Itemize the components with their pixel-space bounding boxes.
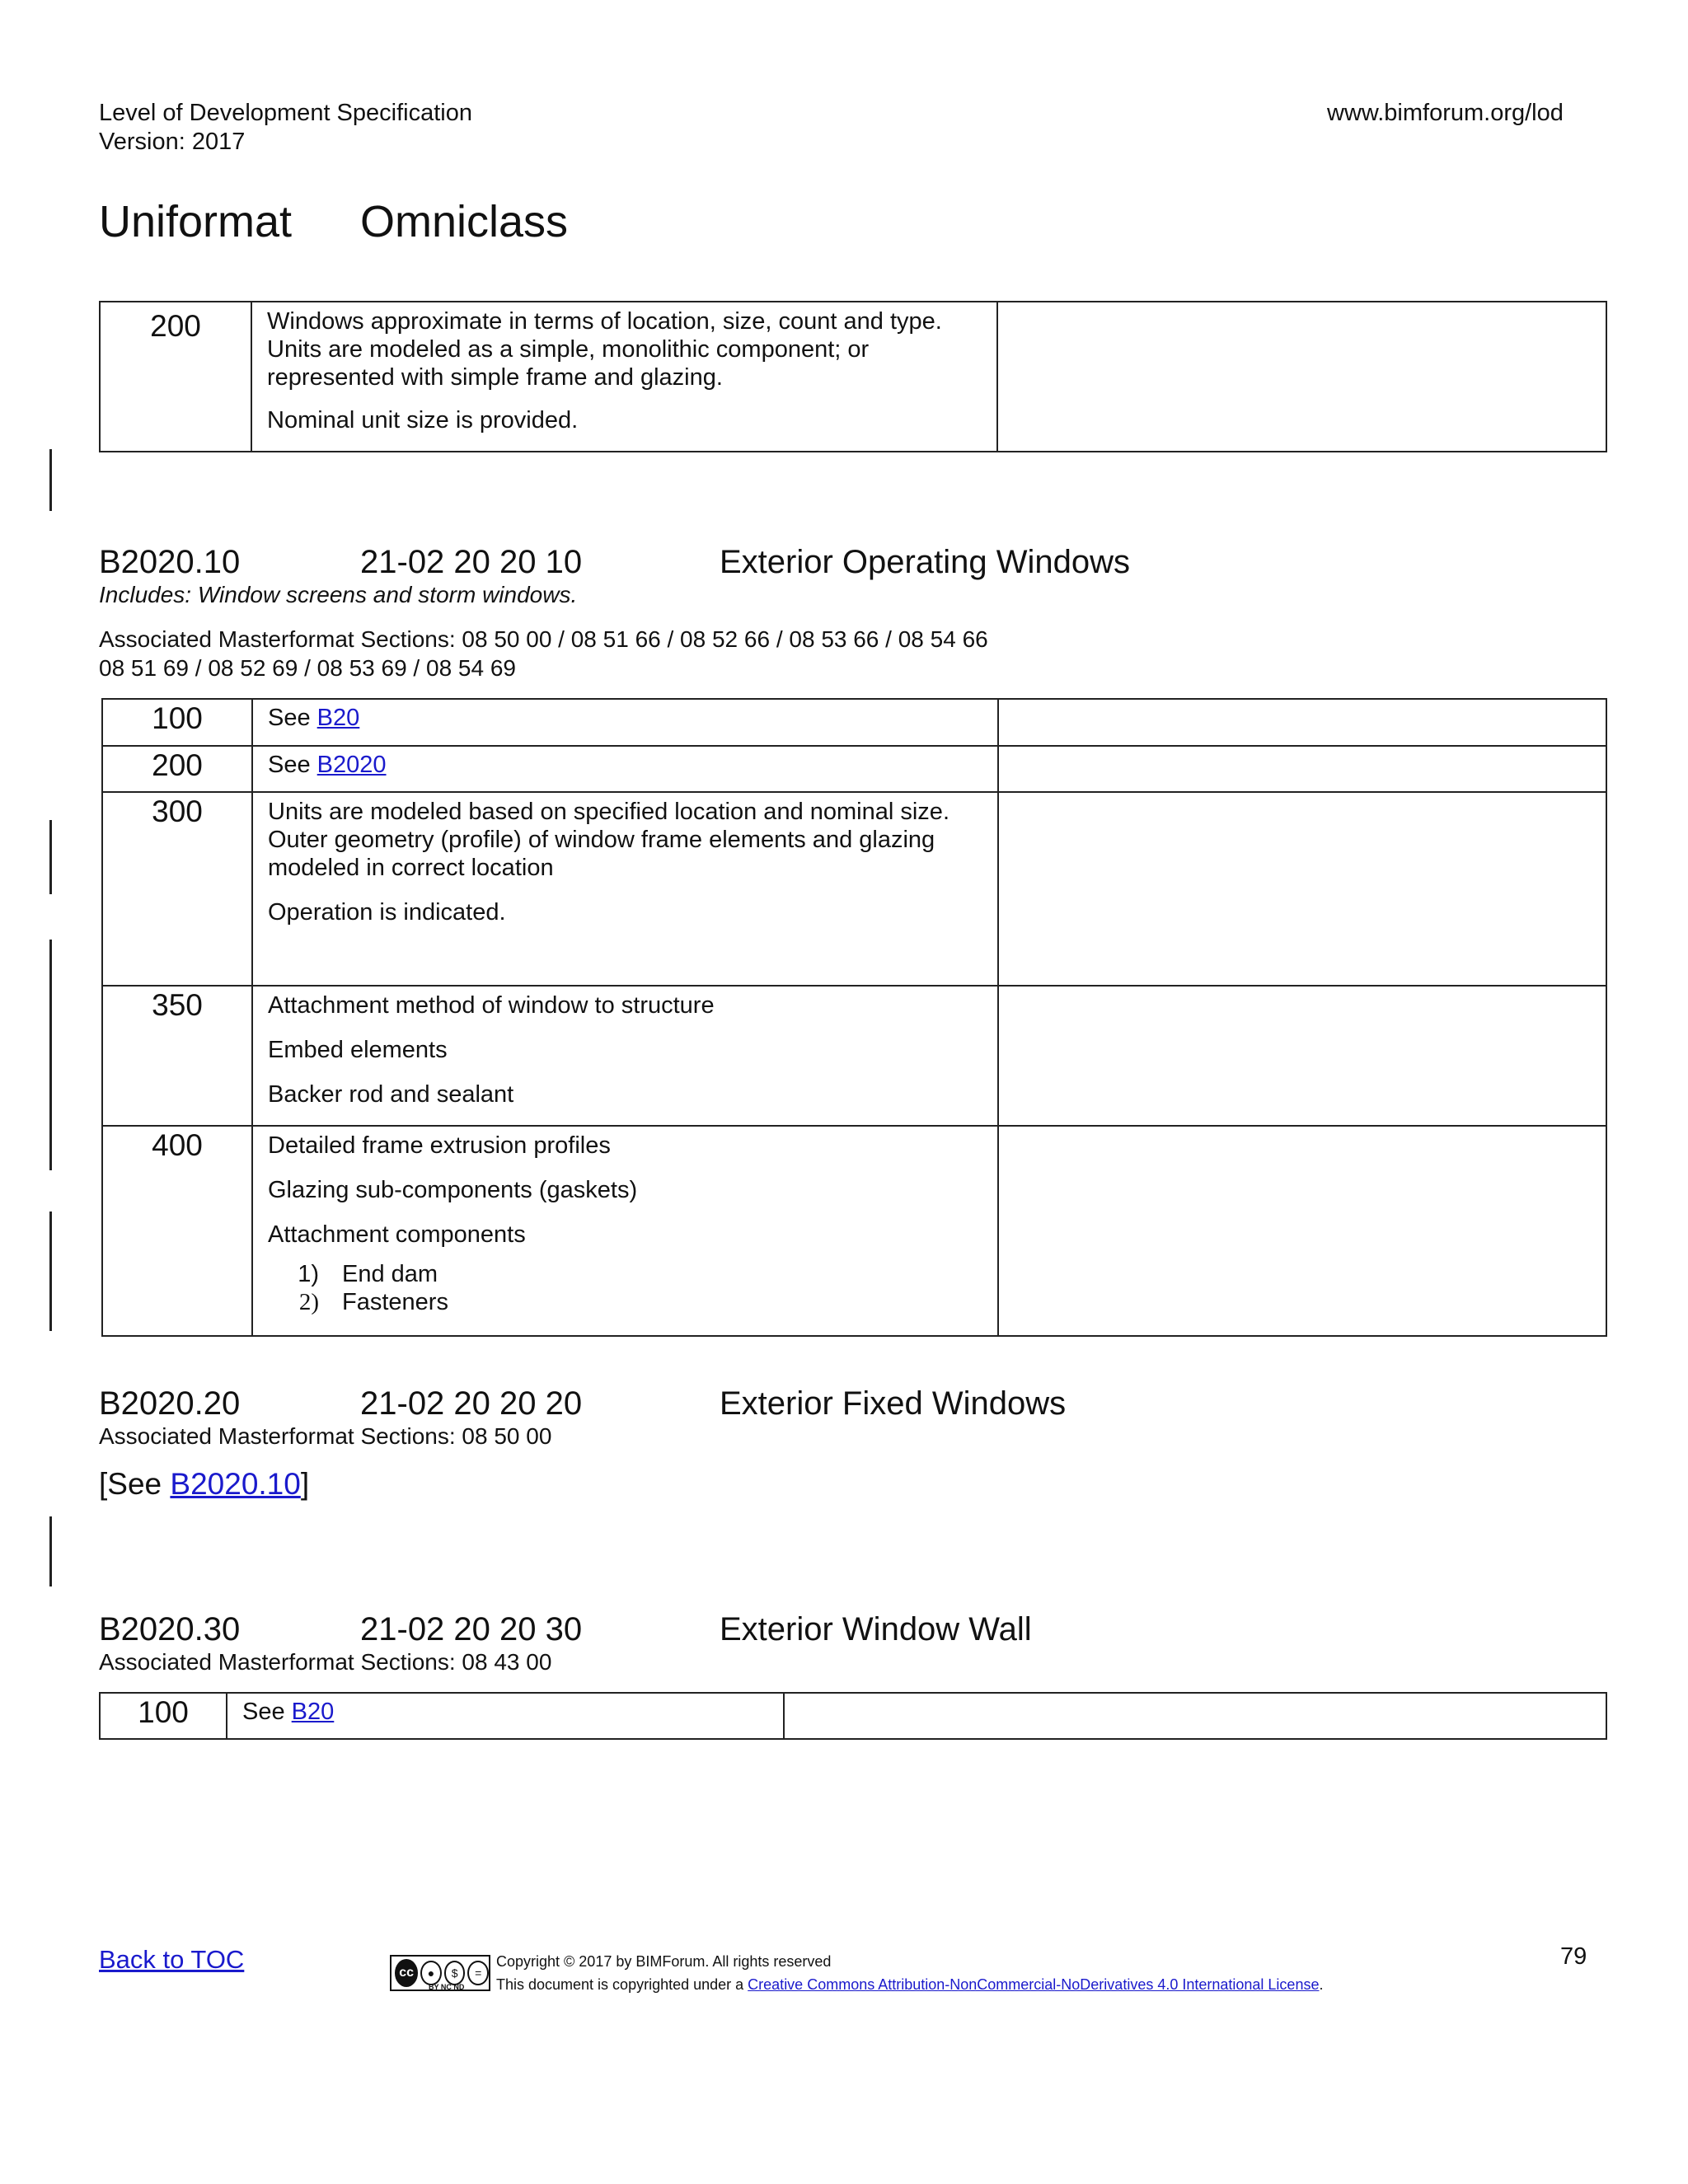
lod-notes-cell (998, 699, 1606, 746)
lod-description (227, 1693, 784, 1739)
lod-notes-cell (998, 1126, 1606, 1336)
lod-description (252, 1126, 998, 1336)
list-number: 1) (298, 1261, 319, 1287)
table-row (102, 1126, 1606, 1336)
description-line: Attachment components (268, 1221, 526, 1248)
description-line: Windows approximate in terms of location, size, count and type. Units are modeled as a simple, monolithic component; or represented with simple frame and glazing. (267, 308, 942, 391)
lod-description (251, 302, 997, 452)
description-line: Detailed frame extrusion profiles (268, 1132, 611, 1159)
cc-badge-labels: BY NC ND (429, 1983, 465, 1991)
attribution-icon: ● (420, 1961, 442, 1985)
see-close: ] (300, 1467, 310, 1501)
list-number: 2) (298, 1289, 319, 1315)
lod-description (252, 699, 998, 746)
page-number: 79 (1560, 1943, 1587, 1970)
back-to-toc-link[interactable]: Back to TOC (99, 1945, 245, 1974)
noncommercial-icon: $ (444, 1961, 466, 1985)
column-omniclass-heading: Omniclass (360, 197, 569, 246)
lod-level: 200 (100, 302, 251, 452)
description-line: Operation is indicated. (268, 899, 506, 926)
list-item (268, 1260, 984, 1288)
table-row (102, 746, 1606, 792)
section-code: B2020.30 (99, 1611, 241, 1647)
change-bar (49, 940, 52, 1170)
section-omniclass: 21-02 20 20 10 (360, 544, 583, 580)
column-uniformat-heading: Uniformat (99, 197, 293, 246)
section-omniclass: 21-02 20 20 20 (360, 1385, 583, 1422)
change-bar (49, 1516, 52, 1586)
description-line: Backer rod and sealant (268, 1081, 514, 1108)
lod-description (252, 986, 998, 1126)
section-title: Exterior Operating Windows (720, 544, 1130, 580)
see-open: [See (99, 1467, 171, 1501)
link-b20[interactable]: B20 (316, 705, 360, 731)
cc-icon: cc (395, 1959, 418, 1987)
lod-table-b2020-30 (99, 1692, 1607, 1740)
section-code: B2020.10 (99, 544, 241, 580)
see-prefix: See (242, 1699, 292, 1725)
description-line: Embed elements (268, 1037, 448, 1063)
description-line: Units are modeled based on specified location and nominal size. Outer geometry (profile) of window frame elements and glazing modeled in correct location (268, 799, 950, 881)
table-row (100, 1693, 1606, 1739)
license-notice (496, 1973, 1323, 1996)
masterformat-sections-cont: 08 51 69 / 08 52 69 / 08 53 69 / 08 54 69 (99, 655, 516, 681)
see-reference (99, 1467, 309, 1502)
list-item (268, 1288, 984, 1316)
lod-level: 300 (102, 792, 252, 986)
change-bar (49, 1212, 52, 1331)
section-code: B2020.20 (99, 1385, 241, 1422)
copyright-notice: Copyright © 2017 by BIMForum. All rights reserved (496, 1953, 832, 1970)
link-b2020[interactable]: B2020 (316, 752, 387, 778)
lod-level: 400 (102, 1126, 252, 1336)
document-title: Level of Development Specification (99, 100, 472, 126)
description-line: Glazing sub-components (gaskets) (268, 1177, 638, 1203)
lod-notes-cell (998, 792, 1606, 986)
section-title: Exterior Window Wall (720, 1611, 1032, 1647)
noderivatives-icon: = (467, 1961, 489, 1985)
link-b2020-10[interactable]: B2020.10 (170, 1467, 301, 1501)
table-row (102, 792, 1606, 986)
see-prefix: See (268, 705, 317, 731)
lod-notes-cell (784, 1693, 1606, 1739)
description-line: Nominal unit size is provided. (267, 407, 579, 434)
table-row (102, 699, 1606, 746)
table-row (102, 986, 1606, 1126)
change-bar (49, 449, 52, 511)
lod-level: 100 (102, 699, 252, 746)
license-link[interactable]: Creative Commons Attribution-NonCommercial-NoDerivatives 4.0 International License (748, 1976, 1320, 1993)
lod-table-b2020-10 (101, 698, 1607, 1337)
license-prefix: This document is copyrighted under a (496, 1976, 748, 1993)
list-text: End dam (342, 1261, 438, 1287)
lod-description (252, 792, 998, 986)
license-suffix: . (1319, 1976, 1324, 1993)
table-row (100, 302, 1606, 452)
document-version: Version: 2017 (99, 129, 246, 155)
lod-table-continued (99, 301, 1607, 452)
section-includes: Includes: Window screens and storm windows. (99, 582, 578, 607)
lod-level: 100 (100, 1693, 227, 1739)
lod-description (252, 746, 998, 792)
section-omniclass: 21-02 20 20 30 (360, 1611, 583, 1647)
link-b20[interactable]: B20 (291, 1699, 335, 1725)
see-prefix: See (268, 752, 317, 778)
lod-level: 350 (102, 986, 252, 1126)
lod-notes-cell (997, 302, 1606, 452)
masterformat-sections: Associated Masterformat Sections: 08 50 00 (99, 1423, 552, 1449)
masterformat-sections: Associated Masterformat Sections: 08 43 00 (99, 1649, 552, 1675)
change-bar (49, 820, 52, 894)
masterformat-sections: Associated Masterformat Sections: 08 50 00 / 08 51 66 / 08 52 66 / 08 53 66 / 08 54 66 (99, 626, 988, 652)
lod-level: 200 (102, 746, 252, 792)
section-title: Exterior Fixed Windows (720, 1385, 1067, 1422)
header-url: www.bimforum.org/lod (1327, 100, 1564, 126)
lod-notes-cell (998, 986, 1606, 1126)
description-line: Attachment method of window to structure (268, 992, 715, 1019)
lod-notes-cell (998, 746, 1606, 792)
list-text: Fasteners (342, 1289, 448, 1315)
